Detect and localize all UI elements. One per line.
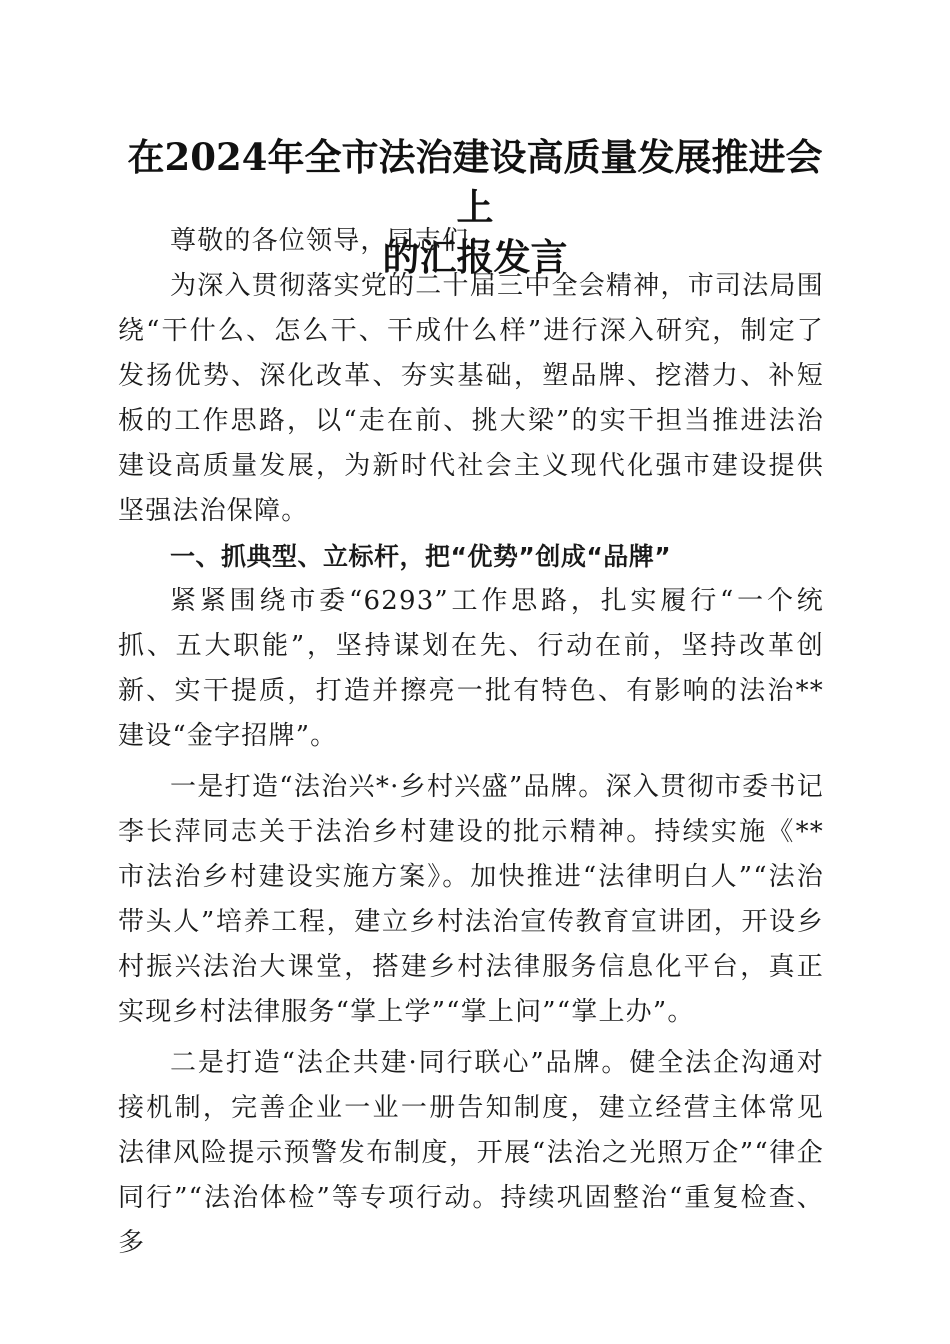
section-1-paragraph: 紧紧围绕市委“6293”工作思路，扎实履行“一个统抓、五大职能”，坚持谋划在先、行动在前，坚持改革创新、实干提质，打造并擦亮一批有特色、有影响的法治**建设“金字招牌”。: [118, 586, 824, 751]
title-line-2: 的汇报发言: [382, 235, 568, 279]
salutation: 尊敬的各位领导，同志们:: [170, 226, 480, 256]
intro-paragraph: 为深入贯彻落实党的二十届三中全会精神，市司法局围绕“干什么、怎么干、干成什么样”进行深入研究，制定了发扬优势、深化改革、夯实基础，塑品牌、挖潜力、补短板的工作思路，以“走在前、挑大梁”的实干担当推进法治建设高质量发展，为新时代社会主义现代化强市建设提供坚强法治保障。: [118, 271, 824, 526]
document-body: [118, 219, 824, 1266]
section-1-heading: 一、抓典型、立标杆，把“优势”创成“品牌”: [170, 542, 672, 571]
item-1-paragraph: 一是打造“法治兴*·乡村兴盛”品牌。深入贯彻市委书记李长萍同志关于法治乡村建设的批示精神。持续实施《**市法治乡村建设实施方案》。加快推进“法律明白人”“法治带头人”培养工程，建立乡村法治宣传教育宣讲团，开设乡村振兴法治大课堂，搭建乡村法律服务信息化平台，真正实现乡村法律服务“掌上学”“掌上问”“掌上办”。: [118, 772, 824, 1027]
item-2-paragraph: 二是打造“法企共建·同行联心”品牌。健全法企沟通对接机制，完善企业一业一册告知制度，建立经营主体常见法律风险提示预警发布制度，开展“法治之光照万企”“律企同行”“法治体检”等专项行动。持续巩固整治“重复检查、多: [118, 1048, 824, 1258]
title-line-1: 在2024年全市法治建设高质量发展推进会上: [127, 135, 823, 229]
